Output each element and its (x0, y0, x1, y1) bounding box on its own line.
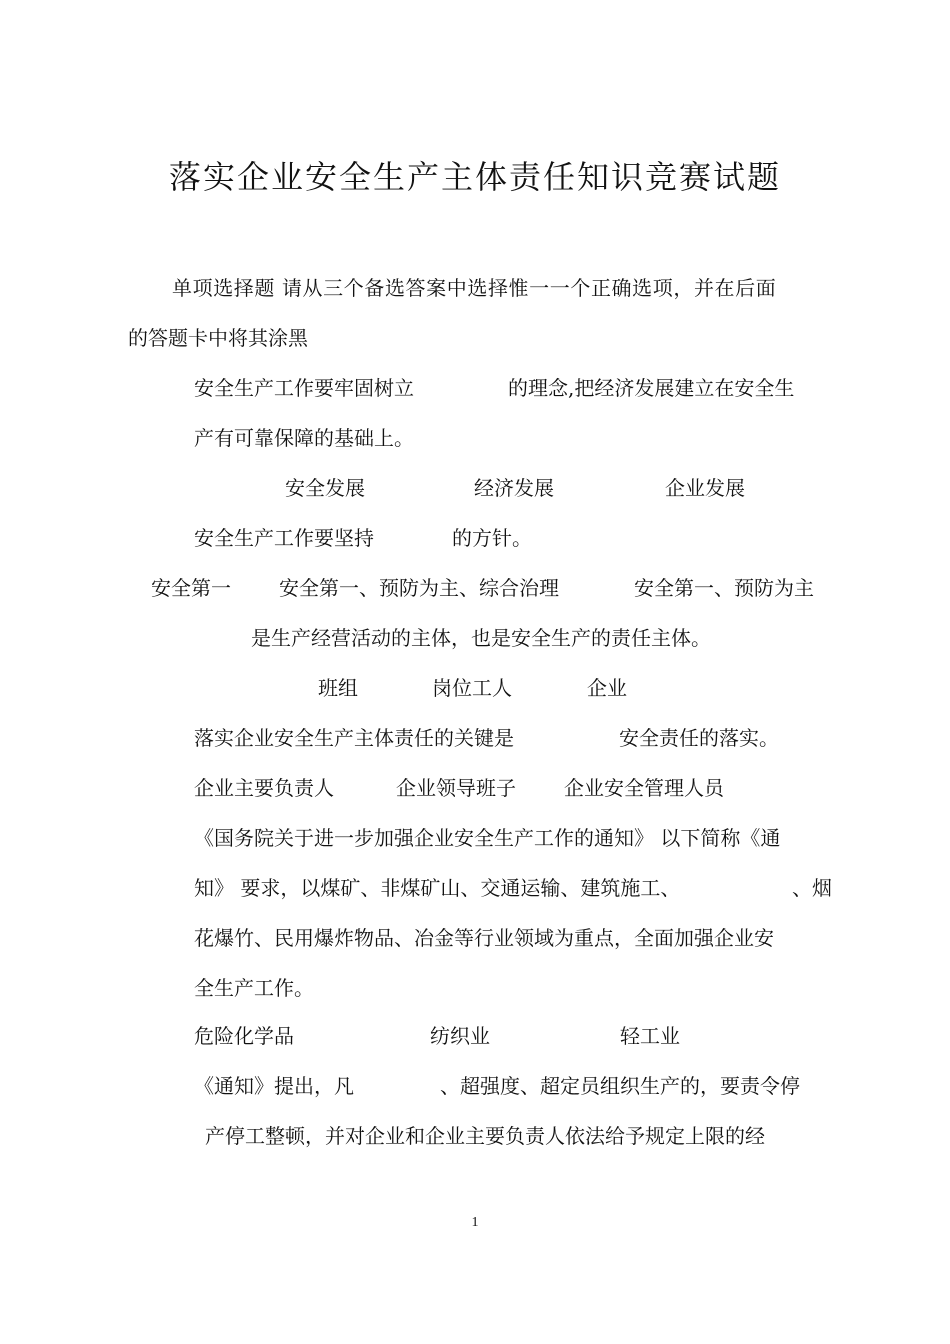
question-text: 、超强度、超定员组织生产的，要责令停 (440, 1074, 800, 1098)
answer-option: 安全发展 (285, 476, 365, 500)
answer-option: 岗位工人 (432, 676, 512, 700)
question-text: 的理念,把经济发展建立在安全生 (508, 376, 795, 400)
question-text: 落实企业安全生产主体责任的关键是 (194, 726, 514, 750)
question-text: 全生产工作。 (194, 976, 314, 1000)
answer-option: 纺织业 (430, 1024, 490, 1048)
answer-option: 企业 (587, 676, 627, 700)
question-text: 产停工整顿，并对企业和企业主要负责人依法给予规定上限的经 (205, 1124, 765, 1148)
question-text: 产有可靠保障的基础上。 (194, 426, 414, 450)
page-title: 落实企业安全生产主体责任知识竞赛试题 (168, 158, 781, 196)
answer-option: 经济发展 (474, 476, 554, 500)
answer-option: 安全第一、预防为主、综合治理 (279, 576, 559, 600)
answer-option: 企业主要负责人 (194, 776, 334, 800)
question-text: 、烟 (792, 876, 832, 900)
answer-option: 企业发展 (665, 476, 745, 500)
answer-option: 安全第一、预防为主 (634, 576, 814, 600)
question-text: 安全生产工作要坚持 (194, 526, 374, 550)
page-number: 1 (471, 1215, 479, 1230)
question-text: 《通知》提出，凡 (194, 1074, 354, 1098)
question-text: 花爆竹、民用爆炸物品、冶金等行业领域为重点，全面加强企业安 (194, 926, 774, 950)
answer-option: 企业领导班子 (396, 776, 516, 800)
answer-option: 轻工业 (620, 1024, 680, 1048)
answer-option: 危险化学品 (194, 1024, 294, 1048)
answer-option: 班组 (318, 676, 358, 700)
question-text: 安全生产工作要牢固树立 (194, 376, 414, 400)
answer-option: 安全第一 (151, 576, 231, 600)
question-text: 是生产经营活动的主体，也是安全生产的责任主体。 (251, 626, 711, 650)
question-text: 《国务院关于进一步加强企业安全生产工作的通知》 以下简称《通 (194, 826, 781, 850)
section-intro-line: 单项选择题 请从三个备选答案中选择惟一一个正确选项，并在后面 (172, 276, 777, 300)
question-text: 安全责任的落实。 (619, 726, 779, 750)
section-intro-line: 的答题卡中将其涂黑 (128, 326, 308, 350)
answer-option: 企业安全管理人员 (564, 776, 724, 800)
question-text: 的方针。 (452, 526, 532, 550)
question-text: 知》 要求，以煤矿、非煤矿山、交通运输、建筑施工、 (194, 876, 681, 900)
